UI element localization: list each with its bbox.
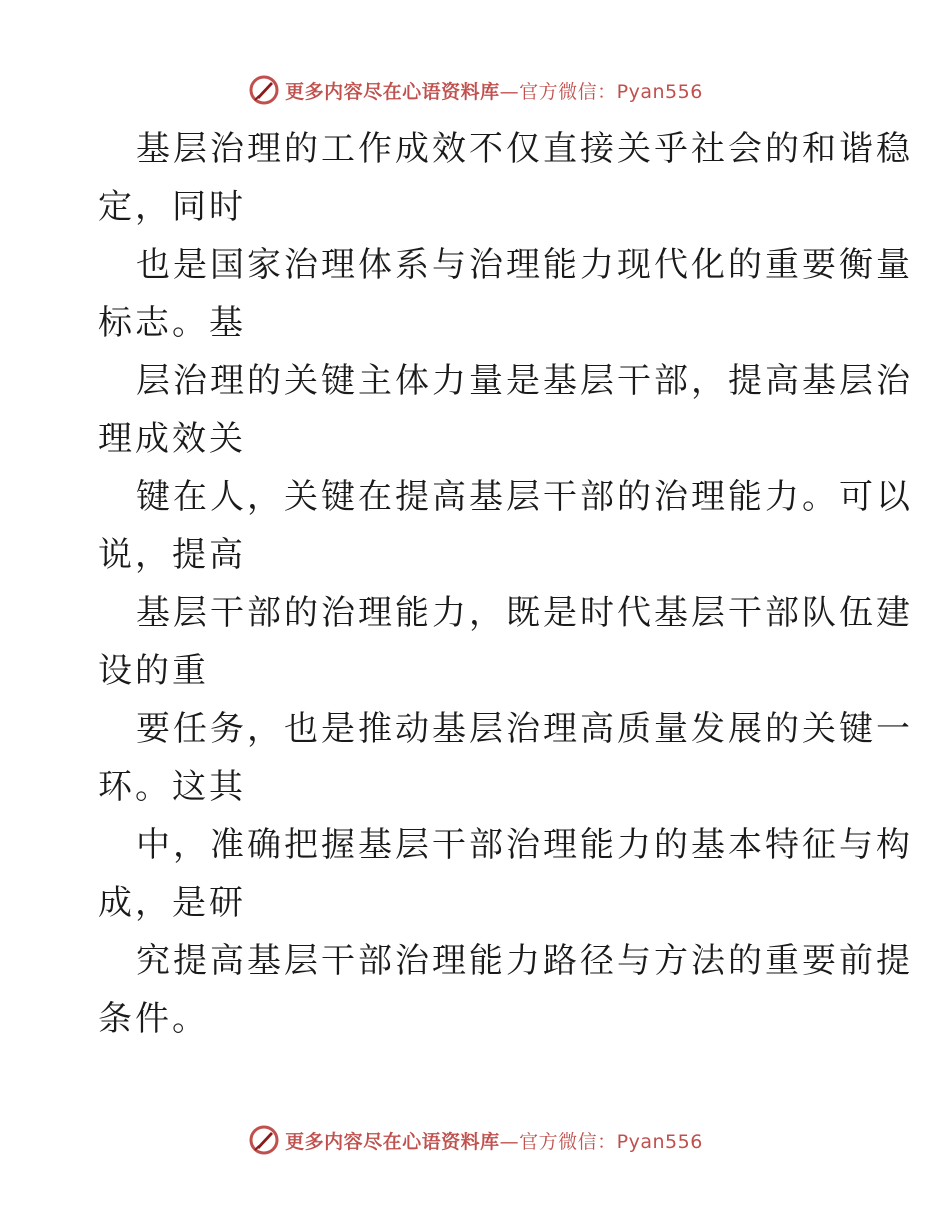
banner-contact-text: 官方微信：Pyan556 [519,80,703,103]
banner-main-text: 更多内容尽在心语资料库 [285,1130,500,1153]
quill-pen-logo-icon [247,1123,281,1157]
banner-text [285,77,703,104]
banner-contact-text: 官方微信：Pyan556 [519,1130,703,1153]
body-line: 说，提高 [98,535,246,575]
footer-banner [0,1120,950,1160]
body-line: 也是国家治理体系与治理能力现代化的重要衡量 [136,245,913,285]
body-line: 条件。 [98,999,209,1039]
body-line: 键在人，关键在提高基层干部的治理能力。可以 [136,477,913,517]
body-line: 成，是研 [98,883,246,923]
body-line: 中，准确把握基层干部治理能力的基本特征与构 [136,825,913,865]
header-banner [0,70,950,110]
body-line: 标志。基 [98,303,246,343]
banner-text [285,1127,703,1154]
body-line: 设的重 [98,651,209,691]
banner-main-text: 更多内容尽在心语资料库 [285,80,500,103]
body-line: 究提高基层干部治理能力路径与方法的重要前提 [136,941,913,981]
banner-dash: — [499,80,520,103]
body-line: 要任务，也是推动基层治理高质量发展的关键一 [136,709,913,749]
body-line: 定，同时 [98,187,246,227]
body-line: 理成效关 [98,419,246,459]
body-line: 基层干部的治理能力，既是时代基层干部队伍建 [136,593,913,633]
quill-pen-logo-icon [247,73,281,107]
document-body [98,120,913,1048]
banner-dash: — [499,1130,520,1153]
body-line: 基层治理的工作成效不仅直接关乎社会的和谐稳 [136,129,913,169]
body-line: 环。这其 [98,767,246,807]
body-line: 层治理的关键主体力量是基层干部，提高基层治 [136,361,913,401]
